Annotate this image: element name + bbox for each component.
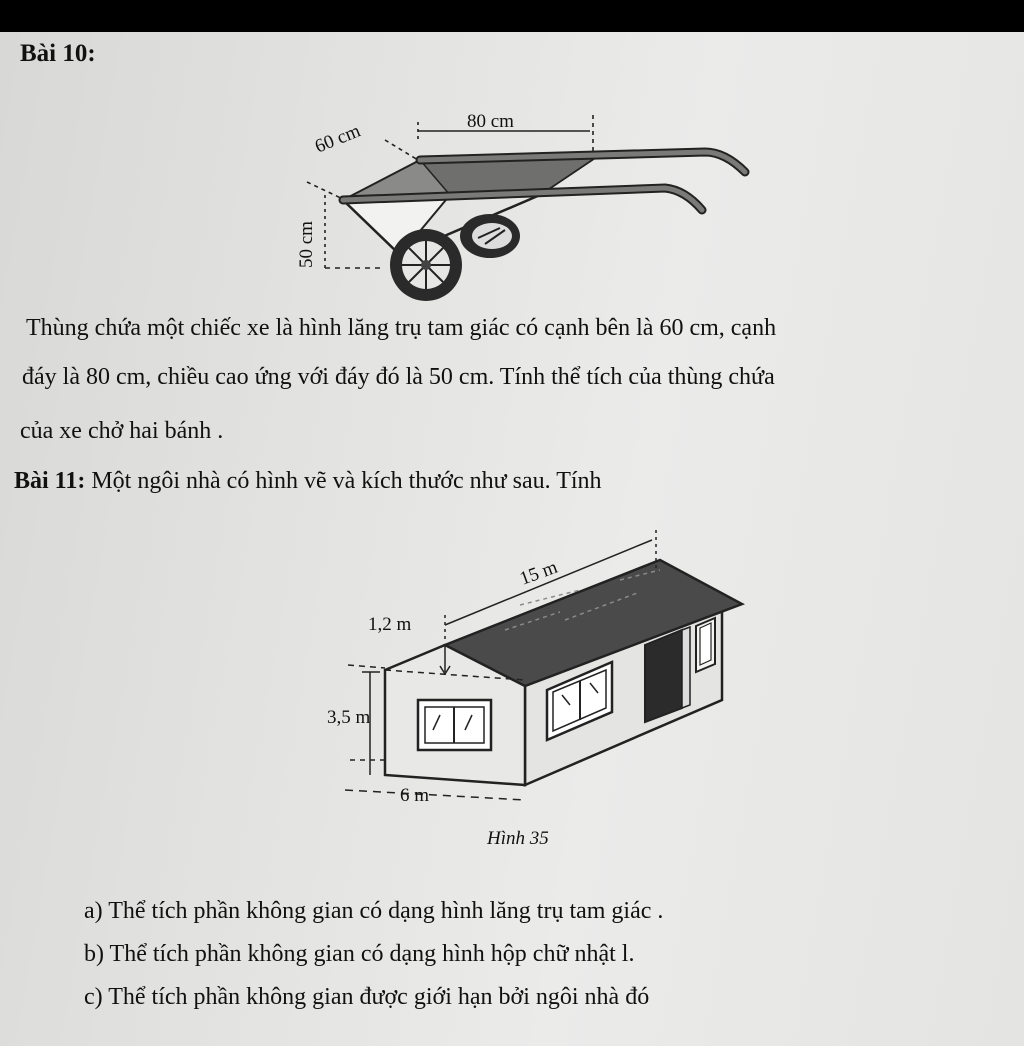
exercise-10-line-1: Thùng chứa một chiếc xe là hình lăng trụ tam giác có cạnh bên là 60 cm, cạnh xyxy=(26,315,777,341)
front-window xyxy=(418,700,491,750)
exercise-10-line-3: của xe chở hai bánh . xyxy=(20,418,224,444)
label-6m: 6 m xyxy=(400,785,430,806)
door xyxy=(645,627,690,722)
exercise-10-line-2: đáy là 80 cm, chiều cao ứng với đáy đó là 50 cm. Tính thể tích của thùng chứa xyxy=(22,364,775,390)
exercise-11-heading: Bài 11: xyxy=(14,468,86,494)
label-60cm: 60 cm xyxy=(312,120,364,158)
label-80cm: 80 cm xyxy=(467,111,514,132)
question-b: b) Thể tích phần không gian có dạng hình hộp chữ nhật l. xyxy=(84,941,635,967)
label-1-2m: 1,2 m xyxy=(368,614,412,635)
question-c: c) Thể tích phần không gian được giới hạn bởi ngôi nhà đó xyxy=(84,984,650,1010)
question-a: a) Thể tích phần không gian có dạng hình lăng trụ tam giác . xyxy=(84,898,664,924)
label-50cm: 50 cm xyxy=(296,221,317,268)
label-15m: 15 m xyxy=(517,556,561,590)
exercise-11-intro: Một ngôi nhà có hình vẽ và kích thước như sau. Tính xyxy=(85,468,602,494)
label-3-5m: 3,5 m xyxy=(327,707,371,728)
figure-caption: Hình 35 xyxy=(487,828,549,849)
exercise-10-heading: Bài 10: xyxy=(20,40,96,67)
